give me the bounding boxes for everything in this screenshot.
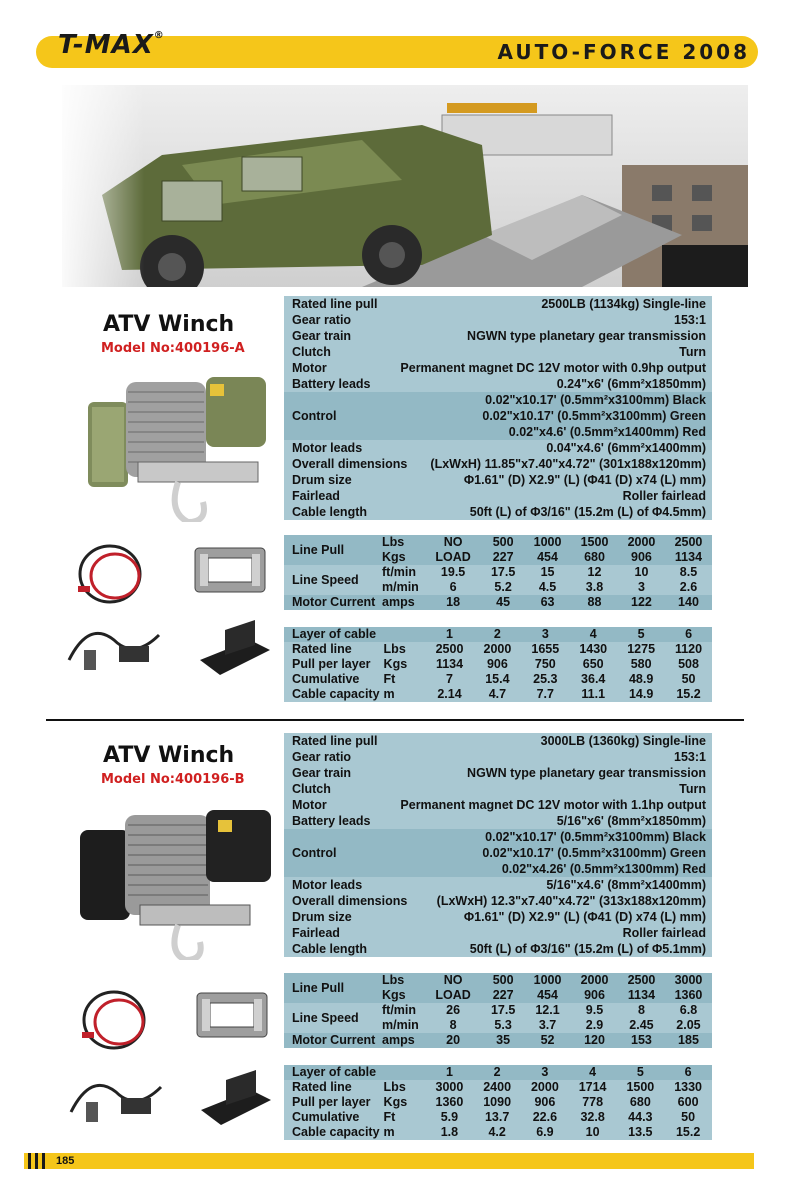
row-unit: amps [382, 595, 415, 609]
cell: 2.05 [676, 1018, 701, 1032]
row-unit: Kgs [382, 988, 406, 1002]
control-wire-black: 0.02"x10.17' (0.5mm²x3100mm) Black [485, 830, 706, 844]
cell: 19.5 [440, 565, 466, 579]
product-a-spec-table [284, 296, 712, 520]
spec-row [284, 893, 712, 909]
cell: NO [443, 535, 463, 549]
cell: 2.14 [437, 687, 462, 701]
cell: 2000 [530, 1080, 559, 1094]
spec-value: 2500LB (1134kg) Single-line [541, 297, 706, 311]
cell: 12.1 [535, 1003, 560, 1017]
cell: 10 [585, 1125, 600, 1139]
spec-row [284, 877, 712, 893]
cell: 650 [582, 657, 604, 671]
cell: 906 [486, 657, 508, 671]
cell: 5 [636, 1065, 644, 1079]
cell: 454 [537, 550, 558, 564]
row-label: Cumulative [292, 672, 360, 686]
control-switch-image [66, 1072, 166, 1132]
spec-value: 0.24"x6' (6mm²x1850mm) [556, 377, 706, 391]
cell: 227 [492, 550, 514, 564]
spec-label: Gear ratio [292, 313, 352, 327]
row-unit: amps [382, 1033, 415, 1047]
cell: 500 [492, 535, 514, 549]
cell: 580 [630, 657, 652, 671]
row-unit: ft/min [382, 565, 417, 579]
footer-stripe [35, 1153, 38, 1169]
spec-value [482, 392, 706, 440]
cell: 2 [493, 1065, 501, 1079]
cell: 1275 [627, 642, 656, 656]
cell: 12 [587, 565, 602, 579]
product-b-spec-table [284, 733, 712, 957]
spec-row-control [284, 829, 712, 877]
table-row [284, 1003, 712, 1018]
cell: 1500 [626, 1080, 655, 1094]
cell: 1120 [674, 642, 703, 656]
cell: 2.45 [629, 1018, 654, 1032]
spec-value: 153:1 [674, 313, 706, 327]
spec-label: Control [292, 409, 337, 423]
table-row [284, 687, 712, 702]
row-label: Motor Current [292, 1033, 376, 1047]
cell: 680 [584, 550, 605, 564]
row-label: Rated line [292, 1080, 352, 1094]
battery-leads-image [74, 982, 164, 1052]
row-unit: m [383, 1125, 395, 1139]
spec-value: 5/16"x6' (8mm²x1850mm) [556, 814, 706, 828]
cell: 2500 [674, 535, 703, 549]
row-label: Cable capacity [292, 687, 380, 701]
spec-row [284, 344, 712, 360]
control-wire-green: 0.02"x10.17' (0.5mm²x3100mm) Green [482, 409, 706, 423]
spec-row [284, 488, 712, 504]
cell: 778 [582, 1095, 604, 1109]
row-label: Rated line [292, 642, 352, 656]
spec-label: Fairlead [292, 489, 340, 503]
table-row [284, 973, 712, 988]
cell: 1330 [674, 1080, 703, 1094]
row-label: Line Speed [292, 1010, 359, 1025]
spec-value: NGWN type planetary gear transmission [467, 329, 706, 343]
footer-bar [24, 1153, 754, 1169]
spec-label: Clutch [292, 782, 331, 796]
cell: 4 [589, 1065, 597, 1079]
row-label: Cumulative [292, 1110, 360, 1124]
cell: 1430 [579, 642, 608, 656]
cell: 8.5 [679, 565, 698, 579]
cell: 22.6 [532, 1110, 558, 1124]
cell: 2.9 [585, 1018, 604, 1032]
roller-fairlead-image [190, 540, 270, 600]
cell: 26 [446, 1003, 461, 1017]
table-row [284, 672, 712, 687]
cell: 120 [584, 1033, 605, 1047]
row-label: Cable capacity [292, 1125, 380, 1139]
cell: 44.3 [628, 1110, 653, 1124]
table-row [284, 1065, 712, 1080]
table-row [284, 642, 712, 657]
spec-label: Gear ratio [292, 750, 352, 764]
row-label: Layer of cable [292, 1065, 377, 1079]
spec-row [284, 456, 712, 472]
spec-row [284, 296, 712, 312]
spec-row [284, 749, 712, 765]
cell: 8 [637, 1003, 645, 1017]
spec-value: 3000LB (1360kg) Single-line [540, 734, 706, 748]
brand-logo: T-MAX® [58, 30, 165, 60]
cell: 45 [496, 595, 511, 609]
cell: LOAD [435, 550, 471, 564]
spec-label: Motor [292, 798, 327, 812]
cell: 1.8 [440, 1125, 459, 1139]
spec-value: NGWN type planetary gear transmission [467, 766, 706, 780]
cell: 680 [629, 1095, 651, 1109]
spec-row [284, 312, 712, 328]
cell: 4 [589, 627, 597, 641]
spec-value: 50ft (L) of Φ3/16" (15.2m (L) of Φ4.5mm) [469, 505, 706, 519]
spec-value: Φ1.61" (D) X2.9" (L) (Φ41 (D) x74 (L) mm) [463, 910, 706, 924]
table-row [284, 565, 712, 580]
cell: 3.7 [538, 1018, 557, 1032]
spec-label: Motor [292, 361, 327, 375]
spec-value: Turn [679, 782, 706, 796]
spec-row [284, 504, 712, 520]
cell: 227 [492, 988, 514, 1002]
cell: 6 [449, 580, 457, 594]
row-label: Layer of cable [292, 627, 377, 641]
cell: 7 [446, 672, 453, 686]
row-unit: Lbs [383, 642, 406, 656]
cell: 1 [445, 1065, 453, 1079]
control-switch-image [64, 620, 164, 680]
table-row [284, 1110, 712, 1125]
cell: 1714 [578, 1080, 607, 1094]
spec-value: Φ1.61" (D) X2.9" (L) (Φ41 (D) x74 (L) mm) [463, 473, 706, 487]
row-unit [382, 1065, 426, 1080]
table-row [284, 1033, 712, 1048]
cell: 3 [541, 627, 549, 641]
cell: 25.3 [533, 672, 558, 686]
cell: 6 [685, 627, 693, 641]
cell: 8 [449, 1018, 457, 1032]
cell: 50 [681, 672, 696, 686]
spec-label: Gear train [292, 766, 352, 780]
spec-row [284, 440, 712, 456]
cell: 9.5 [585, 1003, 604, 1017]
cell: 2000 [483, 642, 512, 656]
product-b-performance-table [284, 973, 712, 1048]
spec-value: 153:1 [674, 750, 706, 764]
table-row [284, 657, 712, 672]
table-row [284, 535, 712, 550]
spec-label: Gear train [292, 329, 352, 343]
spec-value: Roller fairlead [622, 926, 706, 940]
cell: 1360 [674, 988, 703, 1002]
spec-value: 5/16"x4.6' (8mm²x1400mm) [546, 878, 706, 892]
control-wire-black: 0.02"x10.17' (0.5mm²x3100mm) Black [485, 393, 706, 407]
cell: 1360 [435, 1095, 464, 1109]
spec-row [284, 376, 712, 392]
cell: 15.2 [676, 687, 701, 701]
cell: 88 [587, 595, 602, 609]
roller-fairlead-image [192, 985, 272, 1045]
spec-label: Rated line pull [292, 734, 378, 748]
spec-value: 50ft (L) of Φ3/16" (15.2m (L) of Φ5.1mm) [469, 942, 706, 956]
spec-label: Overall dimensions [292, 457, 408, 471]
battery-leads-image [70, 536, 160, 606]
cell: 5.9 [440, 1110, 459, 1124]
cell: 140 [678, 595, 699, 609]
cell: 5 [637, 627, 645, 641]
brand-logo-text: T-MAX [58, 30, 154, 60]
cell: LOAD [435, 988, 471, 1002]
cell: 1134 [674, 550, 703, 564]
spec-label: Cable length [292, 942, 368, 956]
spec-label: Control [292, 846, 337, 860]
row-label: Motor Current [292, 595, 376, 609]
cell: 10 [634, 565, 649, 579]
spec-row [284, 813, 712, 829]
control-wire-green: 0.02"x10.17' (0.5mm²x3100mm) Green [482, 846, 706, 860]
spec-value: Permanent magnet DC 12V motor with 0.9hp output [400, 361, 706, 375]
cell: 2000 [580, 973, 609, 987]
cell: 36.4 [581, 672, 606, 686]
cell: 6.8 [679, 1003, 698, 1017]
spec-value: Roller fairlead [622, 489, 706, 503]
cell: 185 [678, 1033, 699, 1047]
row-unit: m/min [382, 1018, 419, 1032]
product-a-model: Model No:400196-A [101, 341, 245, 356]
cell: 500 [492, 973, 514, 987]
spec-label: Clutch [292, 345, 331, 359]
cell: 15.4 [485, 672, 510, 686]
section-divider [46, 719, 744, 721]
product-b-layer-table [284, 1065, 712, 1140]
cell: 1134 [627, 988, 656, 1002]
cell: 50 [681, 1110, 696, 1124]
row-unit: Kgs [383, 657, 408, 671]
cell: 122 [631, 595, 652, 609]
spec-row [284, 909, 712, 925]
spec-value: (LxWxH) 12.3"x7.40"x4.72" (313x188x120mm) [436, 894, 706, 908]
row-label: Line Speed [292, 572, 359, 587]
cell: 5.2 [494, 580, 512, 594]
cell: 2500 [627, 973, 656, 987]
cell: 17.5 [490, 565, 516, 579]
cell: 1000 [533, 973, 562, 987]
row-label: Line Pull [292, 542, 345, 557]
mounting-plate-image [196, 1070, 276, 1130]
row-unit: Kgs [383, 1095, 408, 1109]
spec-row [284, 328, 712, 344]
cell: 906 [584, 988, 605, 1002]
spec-row [284, 360, 712, 376]
spec-row [284, 781, 712, 797]
cell: NO [443, 973, 463, 987]
row-unit: m/min [382, 580, 419, 594]
product-a-performance-table [284, 535, 712, 610]
cell: 750 [534, 657, 556, 671]
cell: 153 [631, 1033, 652, 1047]
cell: 2500 [435, 642, 464, 656]
cell: 1134 [435, 657, 464, 671]
spec-label: Motor leads [292, 878, 363, 892]
spec-value [482, 829, 706, 877]
cell: 1 [446, 627, 453, 641]
cell: 2 [493, 627, 501, 641]
cell: 4.2 [488, 1125, 506, 1139]
cell: 35 [496, 1033, 511, 1047]
cell: 4.7 [488, 687, 507, 701]
table-row [284, 1125, 712, 1140]
product-a-winch-image [68, 362, 278, 522]
cell: 6.9 [536, 1125, 554, 1139]
row-unit: Ft [383, 672, 396, 686]
cell: 32.8 [580, 1110, 605, 1124]
cell: 2400 [483, 1080, 512, 1094]
spec-row [284, 733, 712, 749]
table-row [284, 595, 712, 610]
cell: 18 [446, 595, 461, 609]
cell: 1000 [533, 535, 562, 549]
cell: 5.3 [494, 1018, 512, 1032]
cell: 4.5 [538, 580, 557, 594]
cell: 600 [677, 1095, 699, 1109]
spec-label: Fairlead [292, 926, 340, 940]
spec-value: Permanent magnet DC 12V motor with 1.1hp output [400, 798, 706, 812]
row-label: Pull per layer [292, 1095, 371, 1109]
cell: 906 [534, 1095, 556, 1109]
spec-row [284, 797, 712, 813]
row-label: Pull per layer [292, 657, 371, 671]
row-unit [382, 627, 426, 642]
cell: 454 [537, 988, 558, 1002]
cell: 63 [540, 595, 555, 609]
cell: 11.1 [581, 687, 606, 701]
spec-label: Overall dimensions [292, 894, 408, 908]
cell: 3 [637, 580, 645, 594]
page-number: 185 [56, 1155, 75, 1167]
cell: 3 [541, 1065, 549, 1079]
cell: 13.7 [484, 1110, 510, 1124]
product-b-model: Model No:400196-B [101, 772, 245, 787]
row-unit: Lbs [382, 973, 405, 987]
product-b-winch-image [70, 800, 280, 960]
spec-row [284, 941, 712, 957]
spec-row-control [284, 392, 712, 440]
cell: 48.9 [628, 672, 654, 686]
control-wire-red: 0.02"x4.6' (0.5mm²x1400mm) Red [508, 425, 706, 439]
spec-label: Battery leads [292, 814, 371, 828]
row-unit: Lbs [383, 1080, 406, 1094]
product-b-title: ATV Winch [103, 743, 235, 768]
footer-stripe [28, 1153, 31, 1169]
control-wire-red: 0.02"x4.26' (0.5mm²x1300mm) Red [501, 862, 706, 876]
row-unit: Lbs [382, 535, 405, 549]
spec-label: Cable length [292, 505, 368, 519]
row-unit: Kgs [382, 550, 406, 564]
cell: 14.9 [628, 687, 654, 701]
row-unit: m [383, 687, 395, 701]
spec-label: Battery leads [292, 377, 371, 391]
cell: 15 [540, 565, 555, 579]
product-a-layer-table [284, 627, 712, 702]
cell: 20 [446, 1033, 461, 1047]
cell: 1500 [580, 535, 609, 549]
footer-stripe [42, 1153, 45, 1169]
spec-row [284, 472, 712, 488]
cell: 2000 [627, 535, 656, 549]
spec-value: 0.04"x4.6' (6mm²x1400mm) [546, 441, 706, 455]
cell: 906 [631, 550, 652, 564]
cell: 3000 [435, 1080, 464, 1094]
row-unit: Ft [383, 1110, 396, 1124]
spec-row [284, 765, 712, 781]
spec-label: Rated line pull [292, 297, 378, 311]
cell: 1090 [483, 1095, 512, 1109]
spec-value: Turn [679, 345, 706, 359]
spec-row [284, 925, 712, 941]
spec-value: (LxWxH) 11.85"x7.40"x4.72" (301x188x120mm) [430, 457, 706, 471]
row-unit: ft/min [382, 1003, 417, 1017]
cell: 17.5 [490, 1003, 516, 1017]
hero-photo [62, 85, 748, 287]
series-title: AUTO-FORCE 2008 [497, 40, 750, 64]
row-label: Line Pull [292, 980, 345, 995]
product-a-title: ATV Winch [103, 312, 235, 337]
cell: 2.6 [679, 580, 698, 594]
spec-label: Drum size [292, 910, 352, 924]
cell: 6 [684, 1065, 692, 1079]
mounting-plate-image [195, 620, 275, 680]
cell: 7.7 [536, 687, 554, 701]
spec-label: Drum size [292, 473, 352, 487]
cell: 15.2 [675, 1125, 701, 1139]
table-row [284, 1095, 712, 1110]
cell: 52 [540, 1033, 555, 1047]
spec-label: Motor leads [292, 441, 363, 455]
cell: 1655 [531, 642, 560, 656]
table-row [284, 627, 712, 642]
cell: 3.8 [585, 580, 604, 594]
cell: 3000 [674, 973, 703, 987]
cell: 13.5 [628, 1125, 653, 1139]
cell: 508 [678, 657, 699, 671]
table-row [284, 1080, 712, 1095]
